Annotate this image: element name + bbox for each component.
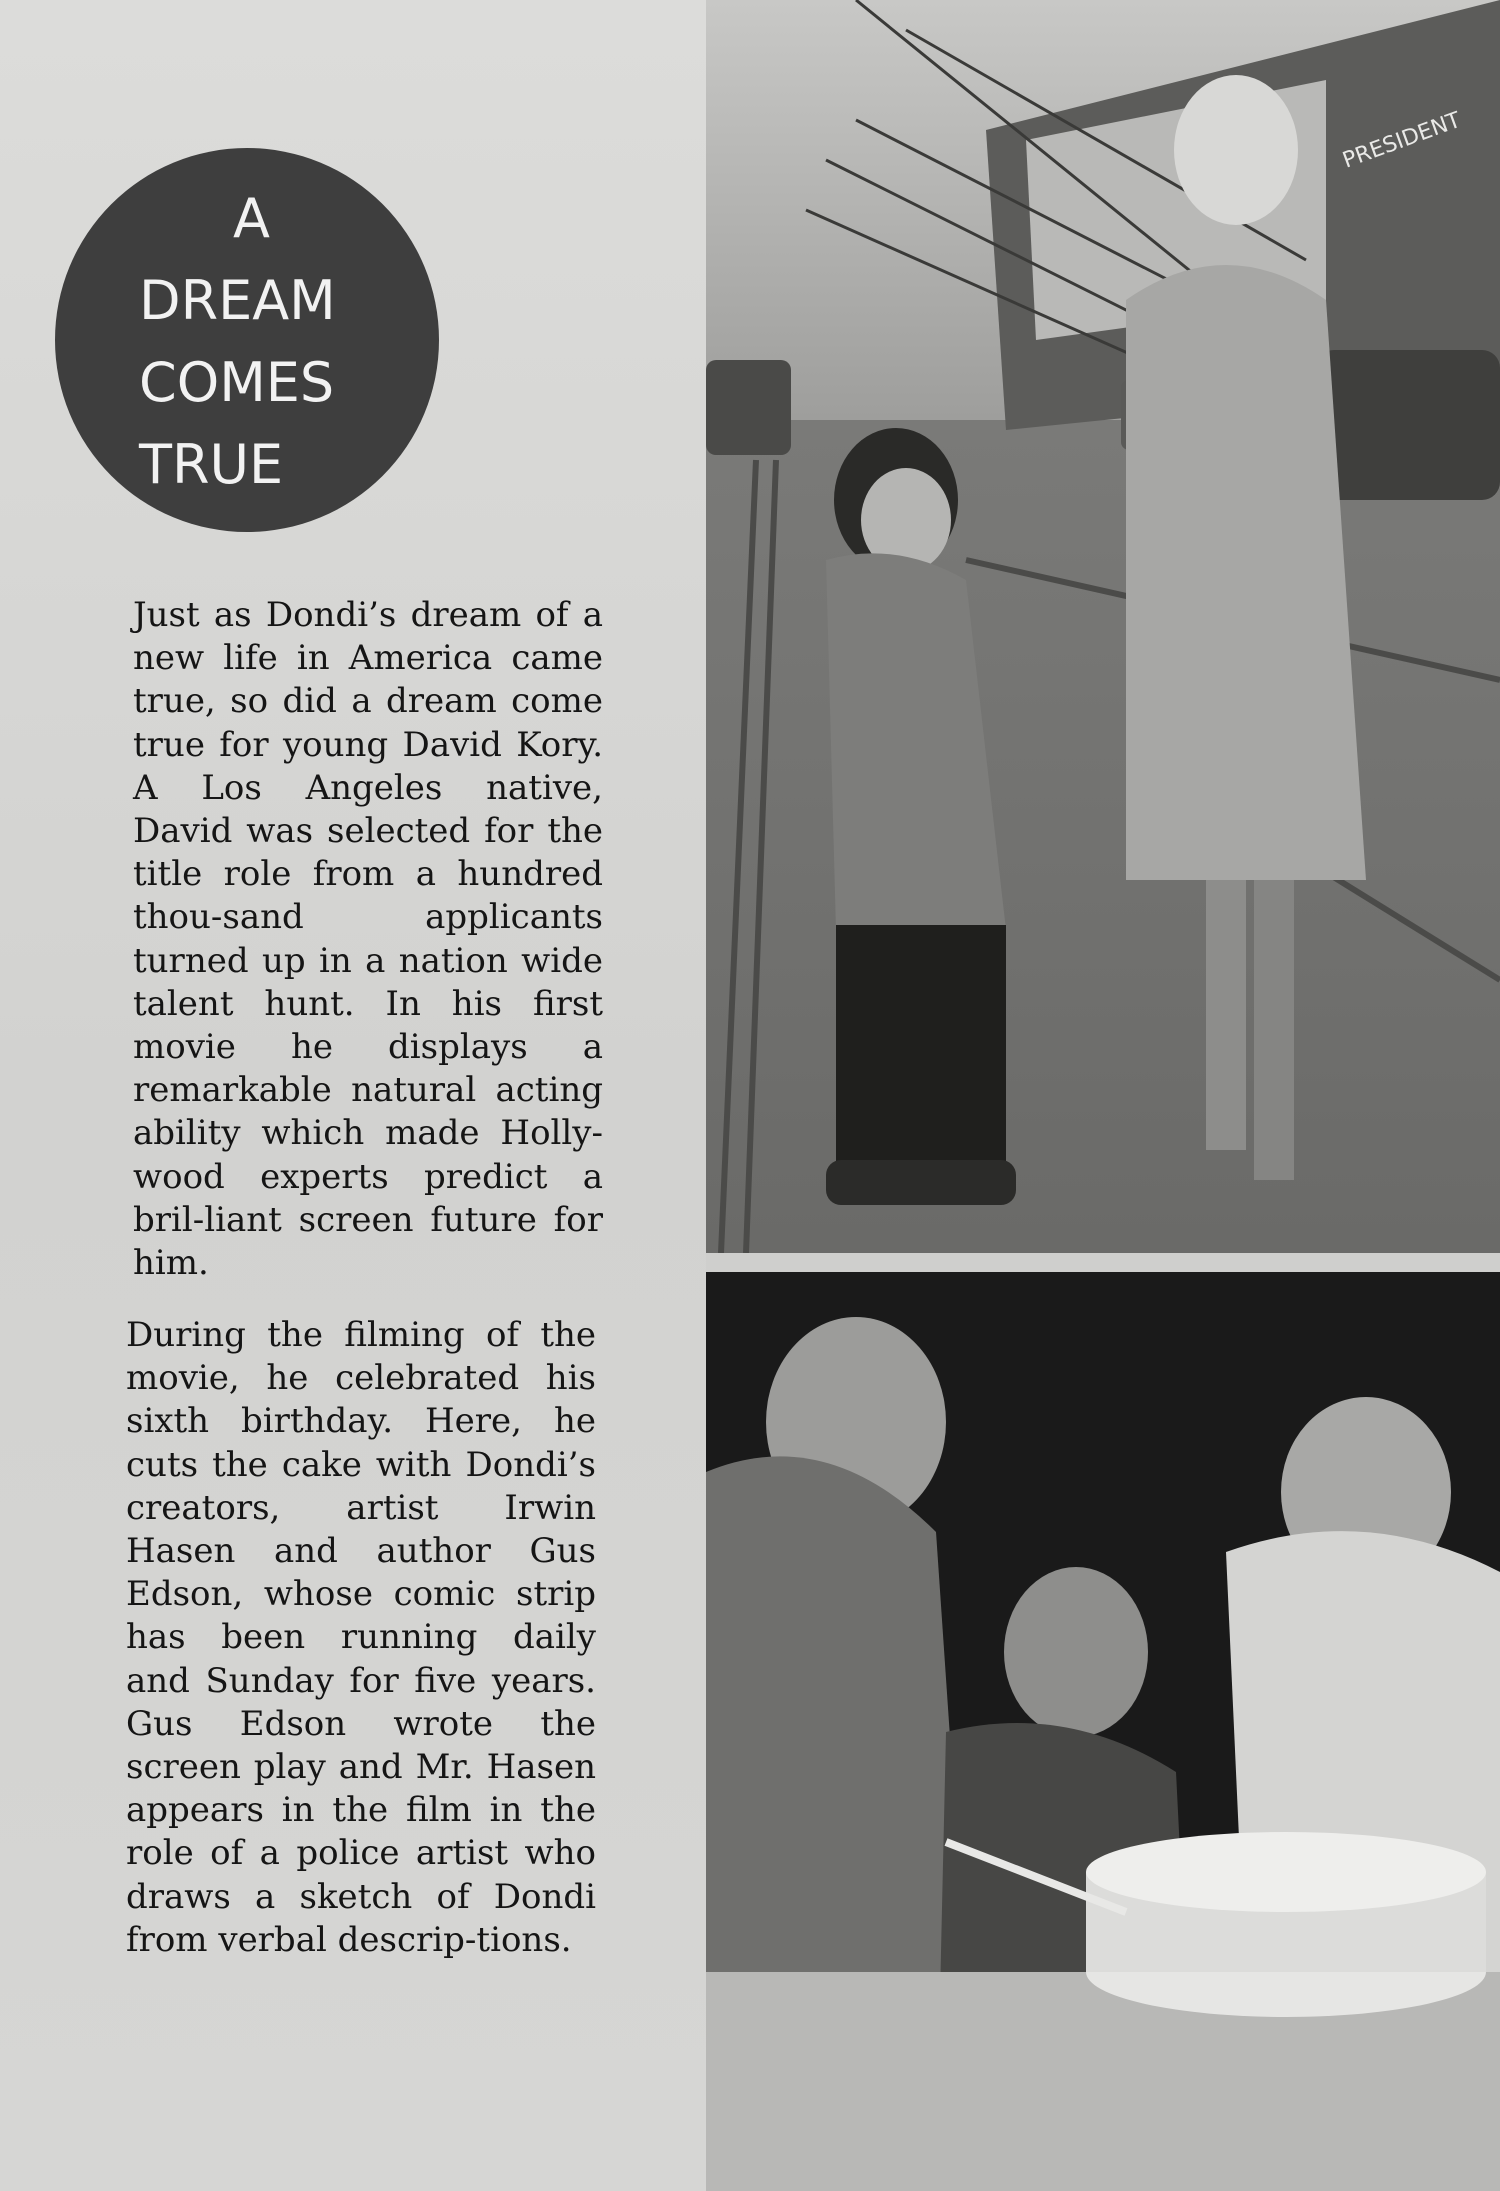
body-paragraph: Just as Dondi’s dream of a new life in America came true, so did a dream come true for young David Kory. A Los Angeles native, David was selected for the title role from a hundred thou-sand applicants turned up in a nation wide talent hunt. In his first movie he displays a remarkable natural acting ability which made Holly-wood experts predict a bril-liant screen future for him. — [133, 595, 603, 1284]
title-line: DREAM — [139, 269, 336, 332]
title-line: TRUE — [139, 433, 284, 496]
body-paragraph: During the filming of the movie, he celebrated his sixth birthday. Here, he cuts the cake with Dondi’s creators, artist Irwin Hasen and author Gus Edson, whose comic strip has been running daily and Sunday for five years. Gus Edson wrote the screen play and Mr. Hasen appears in the film in the role of a police artist who draws a sketch of Dondi from verbal descrip-tions. — [126, 1315, 596, 1960]
title-badge-text — [55, 148, 439, 532]
ship-lettering: PRESIDENT — [1339, 107, 1465, 174]
dock-photo — [706, 0, 1500, 1253]
birthday-photo — [706, 1272, 1500, 2191]
title-badge — [55, 148, 439, 532]
title-line: COMES — [139, 351, 335, 414]
photo-divider — [706, 1253, 1500, 1272]
title-line: A — [233, 187, 270, 250]
